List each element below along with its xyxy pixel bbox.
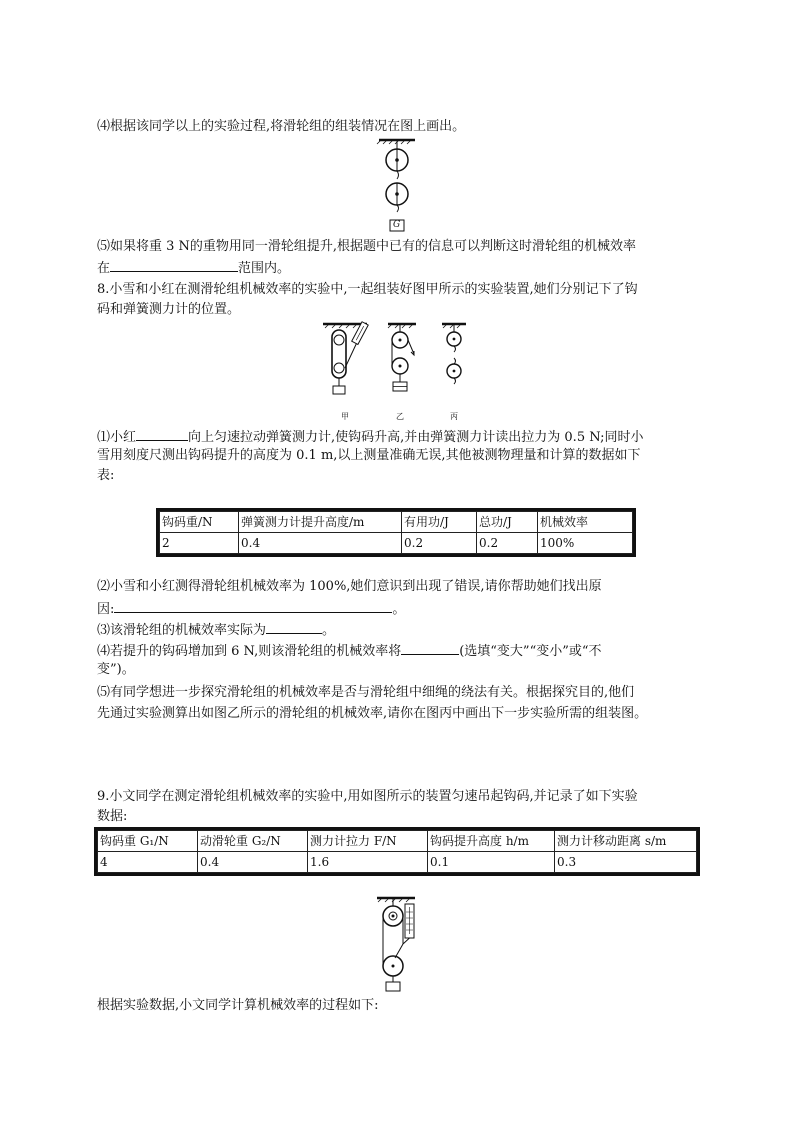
table-cell: 0.2	[402, 533, 477, 554]
q8-part2-suffix: 。	[392, 602, 406, 617]
q8-part1-suffix: 向上匀速拉动弹簧测力计,使钩码升高,并由弹簧测力计读出拉力为 0.5 N;同时小	[188, 430, 644, 445]
q8-part2-line2	[97, 599, 405, 619]
q8-part1-line3: 表:	[97, 468, 115, 483]
table-header-row	[98, 831, 697, 852]
table-cell: 100%	[538, 533, 633, 554]
q8-figure-jia	[323, 322, 369, 404]
q8-part3-suffix: 。	[322, 623, 336, 638]
q8-part3-prefix: ⑶该滑轮组的机械效率实际为	[97, 623, 267, 638]
table-cell: 0.4	[198, 852, 308, 873]
q8-data-table	[159, 511, 633, 554]
q9-intro-line2: 数据:	[97, 809, 128, 824]
table-header-cell: 钩码重 G₁/N	[98, 831, 198, 852]
table-cell: 0.1	[428, 852, 555, 873]
q8-intro-line2: 码和弹簧测力计的位置。	[97, 302, 241, 317]
table-cell: 0.2	[477, 533, 538, 554]
q9-pulley-figure	[375, 896, 421, 992]
q7-part5-blank[interactable]	[110, 258, 238, 272]
q8-part4-blank[interactable]	[401, 641, 459, 655]
table-header-cell: 钩码重/N	[160, 512, 239, 533]
table-row	[98, 852, 697, 873]
q8-part4-line2: 变”)。	[97, 662, 135, 677]
q7-part5-suffix: 范围内。	[238, 261, 291, 276]
q8-fig-label-jia: 甲	[341, 412, 349, 421]
table-header-cell: 测力计拉力 F/N	[308, 831, 428, 852]
q9-closing-text: 根据实验数据,小文同学计算机械效率的过程如下:	[97, 998, 379, 1013]
table-header-cell: 测力计移动距离 s/m	[555, 831, 697, 852]
q7-part5-line1: ⑸如果将重 3 N的重物用同一滑轮组提升,根据题中已有的信息可以判断这时滑轮组的机械效率	[97, 239, 637, 254]
table-header-row	[160, 512, 633, 533]
q8-figure-yi	[386, 322, 420, 404]
table-cell: 4	[98, 852, 198, 873]
q9-data-table	[97, 830, 697, 873]
table-cell: 1.6	[308, 852, 428, 873]
q9-intro-line1: 9.小文同学在测定滑轮组机械效率的实验中,用如图所示的装置匀速吊起钩码,并记录了如下实验	[97, 789, 638, 804]
table-header-cell: 动滑轮重 G₂/N	[198, 831, 308, 852]
q7-part5-line2	[97, 258, 290, 278]
q8-part5-line1: ⑸有同学想进一步探究滑轮组的机械效率是否与滑轮组中细绳的绕法有关。根据探究目的,他们	[97, 685, 635, 700]
table-row	[160, 533, 633, 554]
q8-fig-label-bing: 丙	[450, 412, 458, 421]
q8-part4-prefix: ⑷若提升的钩码增加到 6 N,则该滑轮组的机械效率将	[97, 644, 402, 659]
q8-part1-prefix: ⑴小红	[97, 430, 137, 445]
q8-fig-label-yi: 乙	[396, 412, 404, 421]
table-cell: 0.4	[239, 533, 402, 554]
q8-part3-blank[interactable]	[266, 620, 322, 634]
q7-weight-label: G	[393, 220, 401, 230]
q8-part2-line1: ⑵小雪和小红测得滑轮组机械效率为 100%,她们意识到出现了错误,请你帮助她们找出原	[97, 579, 602, 594]
q8-part2-blank[interactable]	[114, 599, 392, 613]
q8-part1-blank[interactable]	[136, 427, 188, 441]
table-header-cell: 弹簧测力计提升高度/m	[239, 512, 402, 533]
q8-part3-line	[97, 620, 335, 640]
q7-part5-prefix: 在	[97, 261, 111, 276]
q8-part4-line1	[97, 641, 602, 661]
q8-part4-suffix: (选填“变大”“变小”或“不	[459, 644, 602, 659]
table-cell: 0.3	[555, 852, 697, 873]
table-header-cell: 机械效率	[538, 512, 633, 533]
table-header-cell: 有用功/J	[402, 512, 477, 533]
q8-part1-line1	[97, 427, 644, 447]
q7-part4-text: ⑷根据该同学以上的实验过程,将滑轮组的组装情况在图上画出。	[97, 119, 466, 134]
q8-part2-prefix: 因:	[97, 602, 115, 617]
table-header-cell: 钩码提升高度 h/m	[428, 831, 555, 852]
table-header-cell: 总功/J	[477, 512, 538, 533]
table-cell: 2	[160, 533, 239, 554]
q8-part5-line2: 先通过实验测算出如图乙所示的滑轮组的机械效率,请你在图丙中画出下一步实验所需的组装图。	[97, 706, 648, 721]
q8-intro-line1: 8.小雪和小红在测滑轮组机械效率的实验中,一起组装好图甲所示的实验装置,她们分别记下了钩	[97, 282, 638, 297]
q8-figure-bing	[440, 322, 470, 392]
q8-part1-line2: 雪用刻度尺测出钩码提升的高度为 0.1 m,以上测量准确无误,其他被测物理量和计算的数据如下	[97, 448, 641, 463]
